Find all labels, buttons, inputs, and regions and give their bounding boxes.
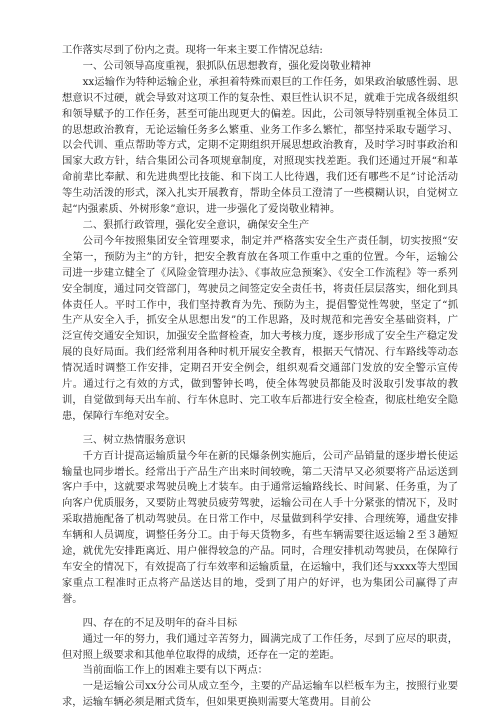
- intro-paragraph: 工作落实尽到了份内之责。现将一年来主要工作情况总结:: [62, 44, 323, 56]
- section-3-paragraph: 千方百计提高运输质量今年在新的民爆条例实施后，公司产品销量的逐步增长使运输量也同步增长。经常出于产品生产出来时间较晚，第二天清早又必须要将产品运送到客户手中，这就要求驾驶员晚上才装车。由于通常运输路线长、时间紧、任务重，为了向客户优质服务，又要防止驾驶员疲劳驾驶，运输公司在人手十分紧张的情况下，及时采取措施配备了机动驾驶员。在日常工作中，尽量做到科学安排、合理统筹，通盘安排车辆和人员调度，调整任务分工。由于每天货物多，有些车辆需要往返运输２至３趟短途，就优先安排距离近、用户催得较急的产品。同时，合理安排机动驾驶员，在保障行车安全的情况下，有效提高了行车效率和运输质量，在运输中，我们还与xxxx等大型国家重点工程准时正点将产品送达目的地，受到了用户的好评，也为集团公司赢得了声誉。: [62, 449, 458, 605]
- section-2-heading: 二、狠抓行政管理，强化安全意识，确保安全生产: [82, 218, 310, 231]
- section-4-heading: 四、存在的不足及明年的奋斗目标: [82, 616, 238, 629]
- section-1-paragraph: xx运输作为特种运输企业，承担着特殊而艰巨的工作任务，如果政治敏感性弱、思想意识不过硬，就会导致对这项工作的复杂性、艰巨性认识不足，就难于完成各级组织和领导赋予的工作任务，甚至可能出现更大的偏差。因此，公司领导特别重视全体员工的思想政治教育，无论运输任务多么繁重、业务工作多么繁忙，都坚持采取专题学习、以会代训、重点帮助等方式，定期不定期组织开展思想政治教育，及时学习时事政治和国家大政方针，结合集团公司各项规章制度，对照现实找差距。我们还通过开展“和革命前辈比奉献、和先进典型比技能、和下岗工人比待遇，我们还有哪些不足”讨论活动等生动活泼的形式，深入扎实开展教育，帮助全体员工澄清了一些模糊认识，自觉树立起“内强素质、外树形象”意识，进一步强化了爱岗敬业精神。: [62, 75, 458, 216]
- section-4-paragraph-1: 通过一年的努力，我们通过辛苦努力，圆满完成了工作任务，尽到了应尽的职责，但对照上级要求和其他单位取得的成绩，还存在一定的差距。: [62, 632, 458, 661]
- section-2-paragraph: 公司今年按照集团安全管理要求，制定并严格落实安全生产责任制，切实按照“安全第一，预防为主”的方针，把安全教育放在各项工作重中之重的位置。今年，运输公司进一步建立健全了《风险金管理办法》、《事故应急预案》、《安全工作流程》等一系列安全制度，通过同交管部门，驾驶员之间签定安全责任书，将责任层层落实，细化到具体责任人。平时工作中，我们坚持教育为先、预防为主，提倡警觉性驾驶，坚定了“抓生产从安全入手，抓安全从思想出发”的工作思路，及时规范和完善安全基础资料，广泛宣传交通安全知识，加强安全监督检查，加大考核力度，逐步形成了安全生产稳定发展的良好局面。我们经常利用各种时机开展安全教育，根据天气情况、行车路线等动态情况适时调整工作安排，定期召开安全例会，组织观看交通部门发放的安全警示宣传片。通过行之有效的方式，做到警钟长鸣，使全体驾驶员都能及时汲取引发事故的教训，自觉做到每天出车前、行车休息时、完工收车后都进行安全检查，彻底杜绝安全隐患，保障行车绝对安全。: [62, 234, 458, 422]
- section-1-heading: 一、公司领导高度重视，狠抓队伍思想教育，强化爱岗敬业精神: [82, 59, 371, 72]
- section-3-heading: 三、树立热情服务意识: [82, 433, 186, 446]
- section-4-paragraph-3: 一是运输公司xx分公司从成立至今，主要的产品运输车以栏板车为主，按照行业要求，运输车辆必须是厢式货车，但如果更换则需要大笔费用。目前公: [62, 680, 458, 709]
- section-4-paragraph-2: 当前面临工作上的困难主要有以下两点：: [82, 664, 268, 677]
